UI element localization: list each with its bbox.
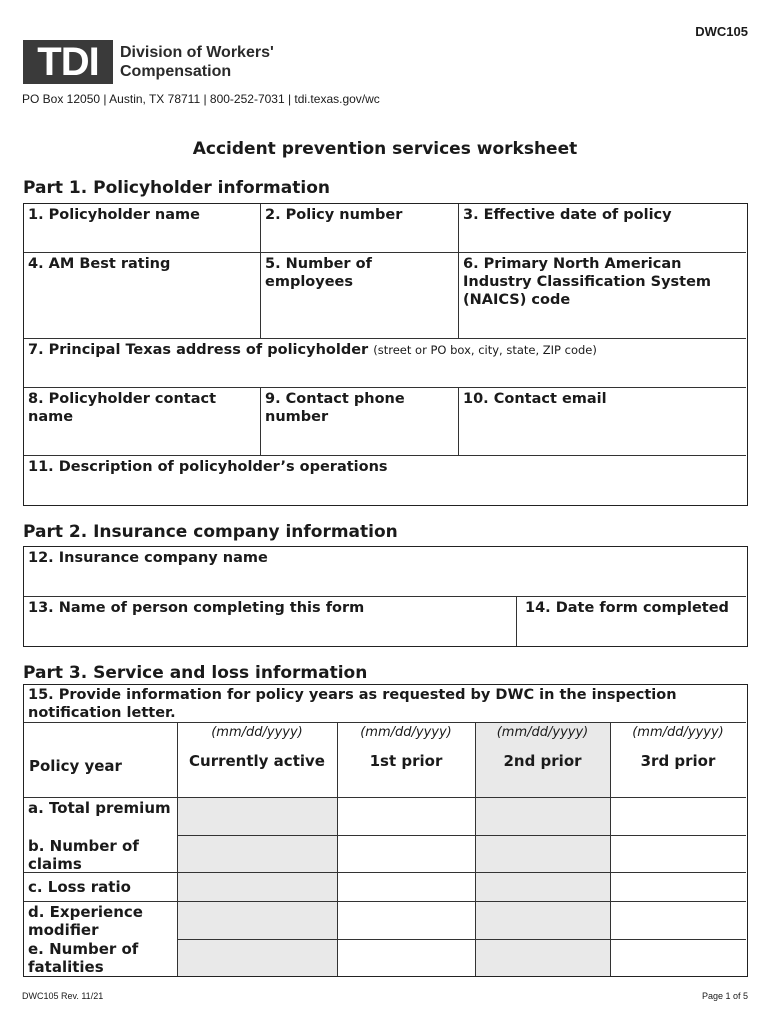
agency-name — [120, 43, 274, 81]
policy-year-header: Policy year — [29, 757, 122, 775]
contact-email-label: 10. Contact email — [463, 391, 607, 407]
agency-name-line1: Division of Workers' — [120, 44, 274, 61]
am-best-rating-label: 4. AM Best rating — [28, 256, 171, 272]
agency-address: PO Box 12050 | Austin, TX 78711 | 800-252-7031 | tdi.texas.gov/wc — [22, 92, 380, 106]
date-format-current: (mm/dd/yyyy) — [211, 725, 303, 740]
row-loss-ratio: c. Loss ratio — [28, 878, 131, 896]
naics-code-label: 6. Primary North American Industry Classification System (NAICS) code — [463, 256, 712, 308]
operations-description-label: 11. Description of policyholder’s operations — [28, 459, 388, 475]
person-completing-label: 13. Name of person completing this form — [28, 600, 365, 616]
date-format-1st-prior: (mm/dd/yyyy) — [360, 725, 452, 740]
column-1st-prior: 1st prior — [369, 752, 443, 770]
agency-name-line2: Compensation — [120, 63, 232, 80]
page-title: Accident prevention services worksheet — [192, 139, 578, 159]
insurance-company-name-label: 12. Insurance company name — [28, 550, 268, 566]
operations-description-field[interactable] — [24, 456, 746, 504]
column-currently-active: Currently active — [189, 752, 325, 770]
column-3rd-prior: 3rd prior — [640, 752, 716, 770]
principal-address-note: (street or PO box, city, state, ZIP code) — [373, 343, 597, 357]
row-total-premium: a. Total premium — [28, 799, 171, 817]
principal-address-field[interactable] — [24, 339, 746, 387]
contact-email-field[interactable] — [459, 388, 746, 455]
part2-heading: Part 2. Insurance company information — [23, 522, 398, 542]
form-code: DWC105 — [695, 24, 748, 39]
policyholder-name-field[interactable] — [24, 204, 260, 252]
contact-phone-label: 9. Contact phone number — [265, 391, 405, 425]
number-of-employees-label: 5. Number of employees — [265, 256, 372, 290]
number-of-employees-field[interactable] — [261, 253, 431, 338]
person-completing-field[interactable] — [24, 597, 516, 646]
effective-date-label: 3. Effective date of policy — [463, 207, 672, 223]
part1-table — [23, 203, 748, 506]
page-number: Page 1 of 5 — [701, 991, 748, 1001]
contact-name-field[interactable] — [24, 388, 254, 455]
date-format-3rd-prior: (mm/dd/yyyy) — [632, 725, 724, 740]
policyholder-name-label: 1. Policyholder name — [28, 207, 200, 223]
date-completed-label: 14. Date form completed — [525, 600, 729, 616]
date-format-2nd-prior: (mm/dd/yyyy) — [496, 725, 589, 740]
naics-code-field[interactable] — [459, 253, 746, 338]
row-number-of-claims: b. Number of claims — [28, 837, 139, 873]
form-revision: DWC105 Rev. 11/21 — [22, 991, 104, 1001]
principal-address-label: 7. Principal Texas address of policyholder — [28, 342, 369, 358]
policy-number-field[interactable] — [261, 204, 458, 252]
date-completed-field[interactable] — [521, 597, 747, 646]
am-best-rating-field[interactable] — [24, 253, 260, 338]
part1-heading: Part 1. Policyholder information — [23, 178, 330, 198]
row-experience-modifier: d. Experience modifier — [28, 903, 143, 939]
insurance-company-name-field[interactable] — [24, 547, 746, 596]
part3-table — [23, 684, 748, 977]
contact-phone-field[interactable] — [261, 388, 441, 455]
effective-date-field[interactable] — [459, 204, 746, 252]
contact-name-label: 8. Policyholder contact name — [28, 391, 217, 425]
policy-number-label: 2. Policy number — [265, 207, 403, 223]
row-number-of-fatalities: e. Number of fatalities — [28, 940, 139, 976]
part3-heading: Part 3. Service and loss information — [23, 663, 368, 683]
tdi-logo: TDI — [23, 40, 113, 84]
part2-table — [23, 546, 748, 647]
part3-instruction: 15. Provide information for policy years as requested by DWC in the inspection notification letter. — [28, 687, 677, 721]
column-2nd-prior: 2nd prior — [503, 752, 582, 770]
